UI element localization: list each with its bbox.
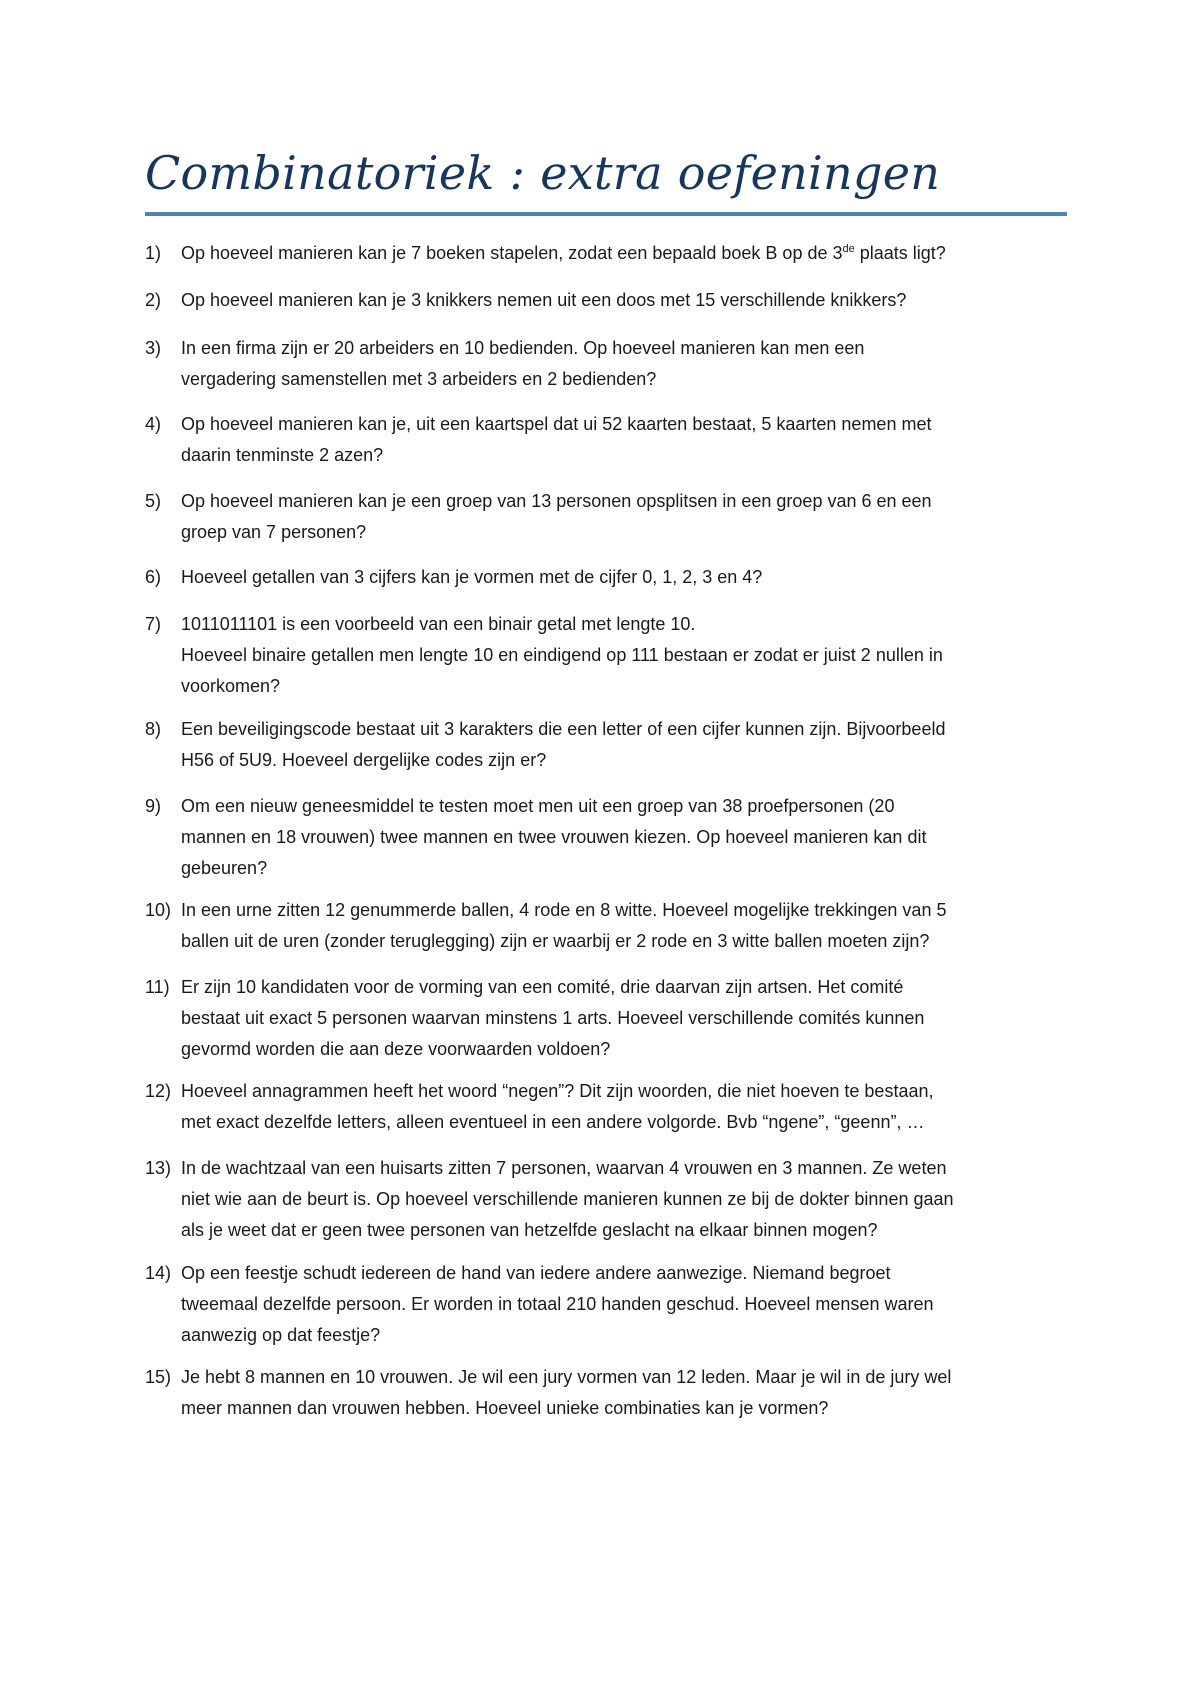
exercise-line-text: aanwezig op dat feestje?: [181, 1325, 381, 1345]
exercise-number: 12): [145, 1081, 172, 1101]
exercise-line-text: bestaat uit exact 5 personen waarvan minstens 1 arts. Hoeveel verschillende comités kunnen: [181, 1008, 925, 1028]
exercise-line: [181, 1153, 1067, 1184]
exercise-text: [181, 609, 1067, 702]
exercise-line: [181, 1215, 1067, 1246]
exercise-text: [181, 791, 1067, 884]
exercise-text: [181, 1076, 1067, 1138]
exercise-line-text: niet wie aan de beurt is. Op hoeveel verschillende manieren kunnen ze bij de dokter binnen gaan: [181, 1189, 954, 1209]
exercise-line: [181, 285, 1067, 316]
exercise-line: [181, 1320, 1067, 1351]
exercise-line-text: Op hoeveel manieren kan je 7 boeken stapelen, zodat een bepaald boek B op de 3: [181, 243, 843, 263]
exercise-line-text: Er zijn 10 kandidaten voor de vorming van een comité, drie daarvan zijn artsen. Het comité: [181, 977, 904, 997]
exercise-line-text: Je hebt 8 mannen en 10 vrouwen. Je wil een jury vormen van 12 leden. Maar je wil in de jury wel: [181, 1367, 952, 1387]
exercise-line-text: gevormd worden die aan deze voorwaarden voldoen?: [181, 1039, 611, 1059]
ordinal-superscript: de: [842, 243, 855, 255]
exercise-line: [181, 1393, 1067, 1424]
exercise-text: [181, 238, 1067, 269]
exercise-line-text: Op hoeveel manieren kan je 3 knikkers nemen uit een doos met 15 verschillende knikkers?: [181, 290, 907, 310]
exercise-number: 4): [145, 414, 162, 434]
exercise-line-text: voorkomen?: [181, 676, 281, 696]
exercise-line-text: ballen uit de uren (zonder teruglegging) zijn er waarbij er 2 rode en 3 witte ballen moeten zijn?: [181, 931, 930, 951]
exercise-line: [181, 895, 1067, 926]
exercise-line: [181, 238, 1067, 269]
exercise-line-text: Op een feestje schudt iedereen de hand van iedere andere aanwezige. Niemand begroet: [181, 1263, 891, 1283]
exercise-number: 9): [145, 796, 162, 816]
exercise-number: 1): [145, 243, 162, 263]
exercise-number: 8): [145, 719, 162, 739]
exercise-line-text: Hoeveel getallen van 3 cijfers kan je vormen met de cijfer 0, 1, 2, 3 en 4?: [181, 567, 763, 587]
exercise-line-text: mannen en 18 vrouwen) twee mannen en twee vrouwen kiezen. Op hoeveel manieren kan dit: [181, 827, 927, 847]
exercise-line-text: Hoeveel binaire getallen men lengte 10 en eindigend op 111 bestaan er zodat er juist 2 nullen in: [181, 645, 943, 665]
exercise-number: 5): [145, 491, 162, 511]
exercise-text: [181, 895, 1067, 957]
exercise-line: [181, 562, 1067, 593]
exercise-line: [181, 745, 1067, 776]
exercise-line: [181, 1258, 1067, 1289]
exercise-line: [181, 333, 1067, 364]
exercise-text: [181, 333, 1067, 395]
exercise-text: [181, 409, 1067, 471]
exercise-line: [181, 1034, 1067, 1065]
exercise-line: [181, 714, 1067, 745]
exercise-text: [181, 285, 1067, 316]
exercise-text: [181, 1362, 1067, 1424]
exercise-text: [181, 1258, 1067, 1351]
exercise-number: 14): [145, 1263, 172, 1283]
exercise-line: [181, 671, 1067, 702]
exercise-line: [181, 972, 1067, 1003]
exercise-text: [181, 714, 1067, 776]
exercise-line: [181, 364, 1067, 395]
exercise-line: [181, 1076, 1067, 1107]
exercise-line-text: met exact dezelfde letters, alleen eventueel in een andere volgorde. Bvb “ngene”, “geenn”, …: [181, 1112, 925, 1132]
exercise-line: [181, 1003, 1067, 1034]
exercise-number: 6): [145, 567, 162, 587]
exercise-line: [181, 1362, 1067, 1393]
exercise-number: 11): [145, 977, 170, 997]
exercise-line-text: Een beveiligingscode bestaat uit 3 karakters die een letter of een cijfer kunnen zijn. Bijvoorbeeld: [181, 719, 946, 739]
exercise-number: 7): [145, 614, 162, 634]
exercise-line: [181, 640, 1067, 671]
exercise-line-text: Om een nieuw geneesmiddel te testen moet men uit een groep van 38 proefpersonen (20: [181, 796, 895, 816]
exercise-text: [181, 1153, 1067, 1246]
exercise-line-text: tweemaal dezelfde persoon. Er worden in totaal 210 handen geschud. Hoeveel mensen waren: [181, 1294, 934, 1314]
exercise-line-text: Op hoeveel manieren kan je een groep van 13 personen opsplitsen in een groep van 6 en een: [181, 491, 932, 511]
exercise-line-text: In een firma zijn er 20 arbeiders en 10 bedienden. Op hoeveel manieren kan men een: [181, 338, 865, 358]
exercise-line-tail: plaats ligt?: [854, 243, 946, 263]
exercise-line-text: groep van 7 personen?: [181, 522, 367, 542]
exercise-line: [181, 1289, 1067, 1320]
exercise-line: [181, 1107, 1067, 1138]
exercise-line: [181, 853, 1067, 884]
exercise-line-text: meer mannen dan vrouwen hebben. Hoeveel unieke combinaties kan je vormen?: [181, 1398, 829, 1418]
exercise-line: [181, 791, 1067, 822]
exercise-line-text: In de wachtzaal van een huisarts zitten 7 personen, waarvan 4 vrouwen en 3 mannen. Ze weten: [181, 1158, 947, 1178]
exercise-text: [181, 972, 1067, 1065]
exercise-line: [181, 440, 1067, 471]
exercise-line-text: vergadering samenstellen met 3 arbeiders en 2 bedienden?: [181, 369, 657, 389]
exercise-number: 13): [145, 1158, 172, 1178]
exercise-text: [181, 486, 1067, 548]
exercise-line-text: gebeuren?: [181, 858, 268, 878]
exercise-line-text: H56 of 5U9. Hoeveel dergelijke codes zijn er?: [181, 750, 547, 770]
exercise-line: [181, 486, 1067, 517]
exercise-number: 3): [145, 338, 162, 358]
exercise-number: 2): [145, 290, 162, 310]
exercise-line-text: In een urne zitten 12 genummerde ballen, 4 rode en 8 witte. Hoeveel mogelijke trekkingen van 5: [181, 900, 947, 920]
exercise-line-text: 1011011101 is een voorbeeld van een binair getal met lengte 10.: [181, 614, 696, 634]
exercise-text: [181, 562, 1067, 593]
exercise-line-text: daarin tenminste 2 azen?: [181, 445, 384, 465]
page-title: Combinatoriek : extra oefeningen: [145, 146, 941, 200]
exercise-line: [181, 1184, 1067, 1215]
exercise-line: [181, 926, 1067, 957]
exercise-line: [181, 822, 1067, 853]
exercise-line-text: als je weet dat er geen twee personen van hetzelfde geslacht na elkaar binnen mogen?: [181, 1220, 878, 1240]
exercise-line-text: Op hoeveel manieren kan je, uit een kaartspel dat ui 52 kaarten bestaat, 5 kaarten nemen met: [181, 414, 932, 434]
exercise-line-text: Hoeveel annagrammen heeft het woord “negen”? Dit zijn woorden, die niet hoeven te bestaan,: [181, 1081, 934, 1101]
exercise-number: 10): [145, 900, 172, 920]
exercise-line: [181, 409, 1067, 440]
exercise-line: [181, 517, 1067, 548]
exercise-number: 15): [145, 1367, 172, 1387]
exercise-line: [181, 609, 1067, 640]
